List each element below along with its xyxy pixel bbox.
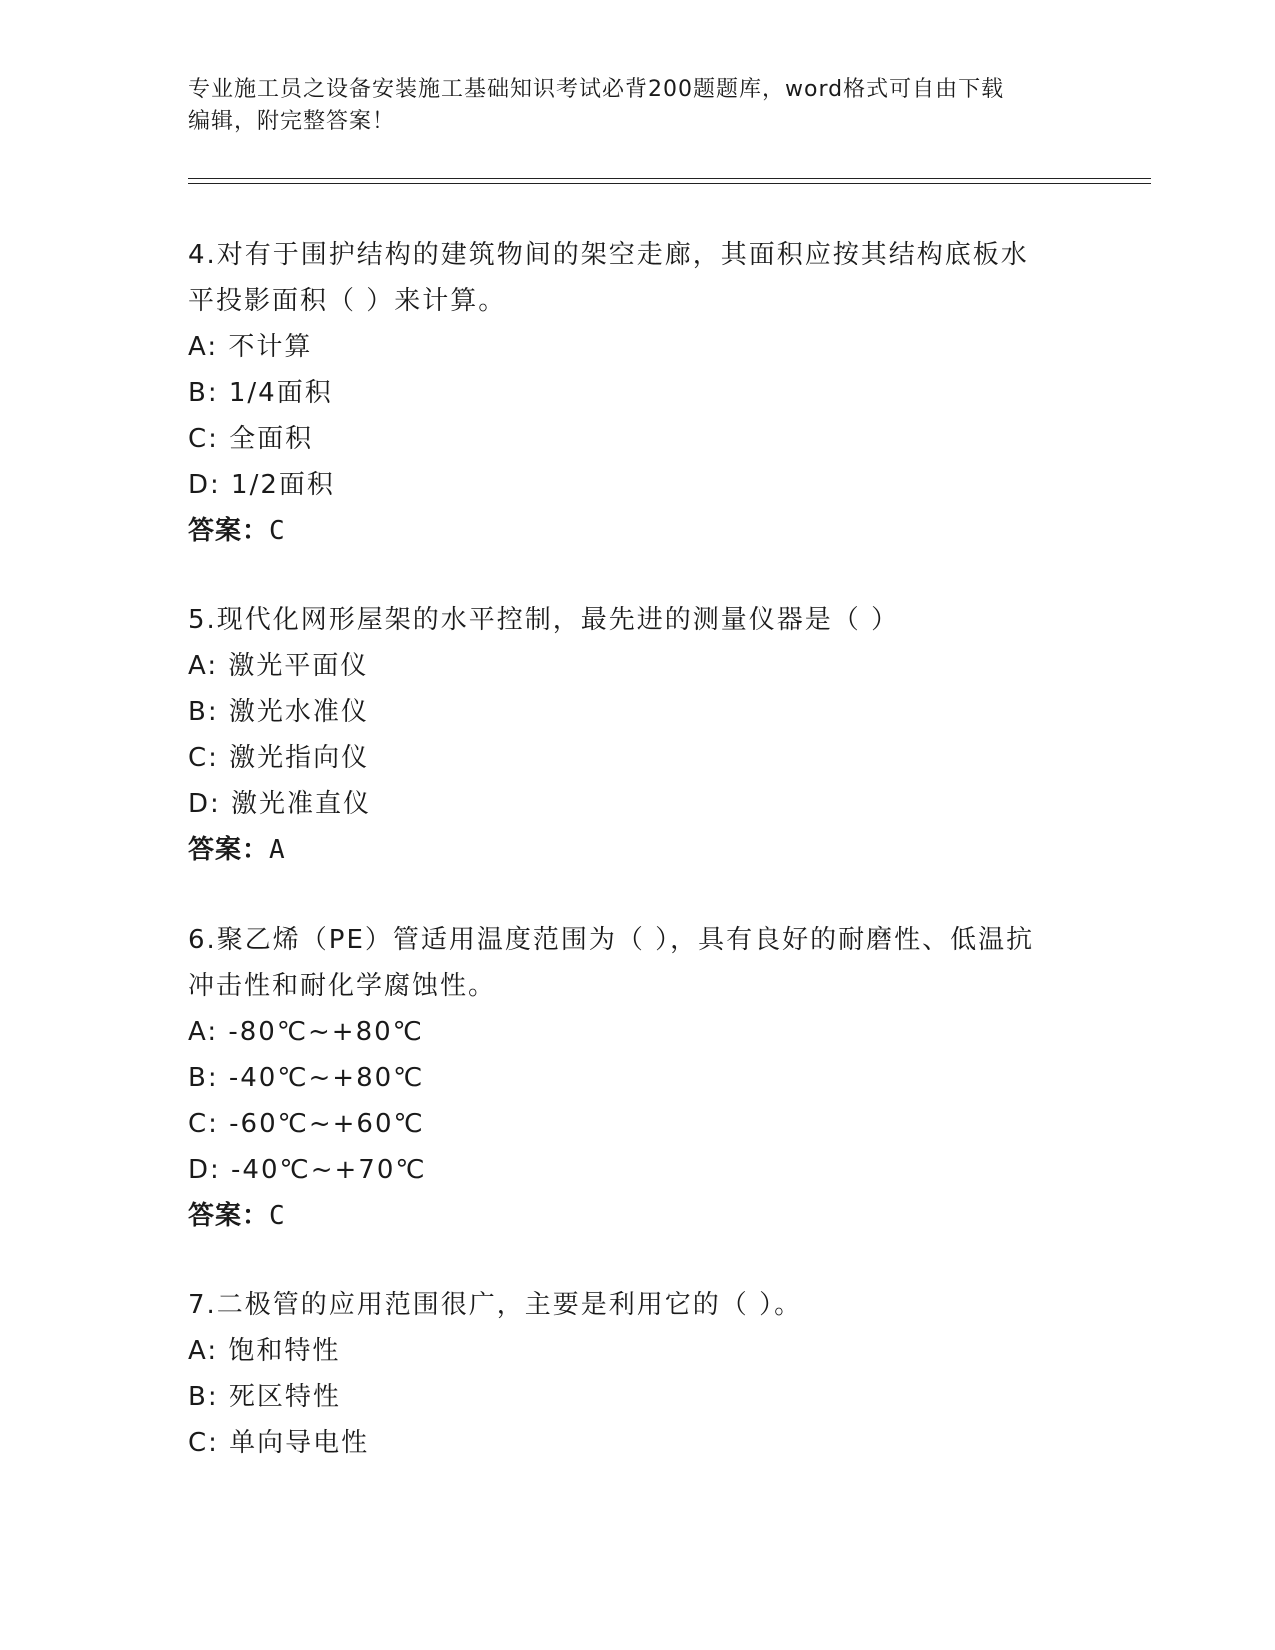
answer-label: 答案： [188, 835, 270, 865]
header-title-line-1: 专业施工员之设备安装施工基础知识考试必背200题题库，word格式可自由下载 [188, 77, 1005, 102]
answer-value: C [269, 516, 286, 546]
question-stem-line-2: 冲击性和耐化学腐蚀性。 [188, 971, 497, 1001]
option-d: D: 1/2面积 [188, 470, 335, 500]
document-header [188, 74, 1088, 138]
answer-label: 答案： [188, 516, 270, 546]
option-a: A: 不计算 [188, 332, 313, 362]
option-a: A: 饱和特性 [188, 1336, 341, 1366]
option-b: B: 1/4面积 [188, 378, 333, 408]
answer-label: 答案： [188, 1201, 270, 1231]
option-a: A: -80℃~+80℃ [188, 1017, 424, 1047]
option-b: B: 死区特性 [188, 1382, 341, 1412]
header-divider-top [188, 178, 1151, 179]
question-stem-line-1: 6.聚乙烯（PE）管适用温度范围为（ ），具有良好的耐磨性、低温抗 [188, 925, 1035, 955]
option-d: D: 激光准直仪 [188, 789, 372, 819]
option-c: C: 全面积 [188, 424, 314, 454]
question-6 [188, 917, 1088, 1239]
option-c: C: 单向导电性 [188, 1428, 370, 1458]
answer [188, 1193, 1088, 1239]
answer-value: A [269, 835, 286, 865]
question-stem-line-1: 5.现代化网形屋架的水平控制，最先进的测量仪器是（ ） [188, 605, 900, 635]
answer [188, 508, 1088, 554]
option-c: C: -60℃~+60℃ [188, 1109, 425, 1139]
question-7 [188, 1282, 1088, 1466]
question-4 [188, 232, 1088, 554]
question-5 [188, 597, 1088, 873]
option-b: B: 激光水准仪 [188, 697, 369, 727]
header-title-line-2: 编辑，附完整答案！ [188, 109, 396, 134]
option-a: A: 激光平面仪 [188, 651, 369, 681]
answer-value: C [269, 1201, 286, 1231]
option-c: C: 激光指向仪 [188, 743, 370, 773]
option-d: D: -40℃~+70℃ [188, 1155, 427, 1185]
question-stem-line-1: 4.对有于围护结构的建筑物间的架空走廊，其面积应按其结构底板水 [188, 240, 1029, 270]
header-divider-bottom [188, 183, 1151, 184]
answer [188, 827, 1088, 873]
question-stem-line-1: 7.二极管的应用范围很广，主要是利用它的（ ）。 [188, 1290, 803, 1320]
question-stem-line-2: 平投影面积（ ）来计算。 [188, 286, 507, 316]
option-b: B: -40℃~+80℃ [188, 1063, 425, 1093]
